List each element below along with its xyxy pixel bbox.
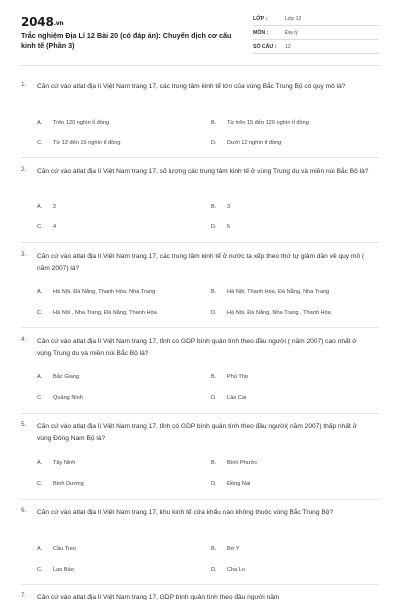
option-b[interactable]: B. Phú Thọ <box>211 374 249 380</box>
question-text: Căn cứ vào atlat địa lí Việt Nam trang 17, số lượng các trung tâm kinh tế ở vùng Trung du và miền núi Bắc Bộ là? <box>37 168 369 175</box>
meta-grade-value: Lớp 12 <box>285 16 302 22</box>
page-header <box>0 0 400 62</box>
option-b[interactable]: B. 3 <box>211 204 231 210</box>
question-number: 4. <box>21 336 27 343</box>
option-c[interactable]: C. 4 <box>37 224 57 230</box>
question-1 <box>21 81 379 161</box>
meta-count-label: SỐ CÂU : <box>253 44 277 50</box>
meta-grade <box>253 13 379 26</box>
meta-grade-label: LỚP : <box>253 16 268 22</box>
question-divider <box>21 242 379 243</box>
option-a[interactable]: A. Bắc Giang <box>37 374 80 380</box>
option-c[interactable]: C. Quảng Ninh <box>37 395 83 401</box>
meta-question-count <box>253 41 379 54</box>
question-3 <box>21 251 379 331</box>
meta-subject-label: MÔN : <box>253 30 269 36</box>
question-5 <box>21 421 379 501</box>
option-b[interactable]: B. Từ trên 15 đến 120 nghìn tỉ đồng <box>211 120 309 126</box>
option-c[interactable]: C. Lao Bảo <box>37 567 74 573</box>
question-divider <box>21 157 379 158</box>
question-text: Căn cứ vào atlat địa lí Việt Nam trang 17, các trung tâm kinh tế ở nước ta xếp theo thứ tự giảm dần về quy mô ( năm 2007) là? <box>37 253 365 272</box>
question-6 <box>21 507 379 587</box>
logo-main: 2048 <box>21 15 54 29</box>
option-a[interactable]: A. Hà Nội, Đà Nẵng, Thanh Hóa, Nha Trang <box>37 289 156 295</box>
question-divider <box>21 327 379 328</box>
question-number: 3. <box>21 251 27 258</box>
question-2 <box>21 166 379 246</box>
question-text: Căn cứ vào atlat địa lí Việt Nam trang 17, các trung tâm kinh tế lớn của vùng Bắc Trung Bộ có quy mô là? <box>37 83 346 90</box>
header-divider <box>21 65 379 66</box>
option-d[interactable]: D. Cha Lo <box>211 567 246 573</box>
option-b[interactable]: B. Bờ Y <box>211 546 240 552</box>
question-divider <box>21 584 379 585</box>
option-b[interactable]: B. Hà Nội, Thanh Hóa, Đà Nẵng, Nha Trang <box>211 289 330 295</box>
question-number: 1. <box>21 81 27 88</box>
meta-subject-value: Địa lý <box>285 30 298 36</box>
option-c[interactable]: C. Từ 12 đến 15 nghìn tỉ đồng <box>37 140 121 146</box>
question-divider <box>21 413 379 414</box>
question-text: Căn cứ vào atlat địa lí Việt Nam trang 17, tỉnh có GDP bình quân tính theo đầu người ( năm 2007) cao nhất ở vùng Trung du và miền núi Bắc Bộ là? <box>37 338 357 357</box>
option-a[interactable]: A. 2 <box>37 204 57 210</box>
option-c[interactable]: C. Hà Nội , Nha Trang, Đà Nẵng, Thanh Hóa <box>37 310 157 316</box>
option-d[interactable]: D. Dưới 12 nghìn tỉ đồng <box>211 140 282 146</box>
question-text: Căn cứ vào atlat địa lí Việt Nam trang 17, khu kinh tế cửa khẩu nào không thuộc vùng Bắc Trung Bộ? <box>37 509 334 516</box>
question-text: Căn cứ vào atlat địa lí Việt Nam trang 17, tỉnh có GDP bình quân tính theo đầu người( năm 2007) thấp nhất ở vùng Đông Nam Bộ là? <box>37 423 358 442</box>
option-d[interactable]: D. Hà Nội, Đà Nẵng, Nha Trang , Thanh Hóa <box>211 310 331 316</box>
question-number: 5. <box>21 421 27 428</box>
option-a[interactable]: A. Tây Ninh <box>37 460 76 466</box>
meta-subject <box>253 27 379 40</box>
option-d[interactable]: D. 5 <box>211 224 231 230</box>
option-a[interactable]: A. Cầu Treo <box>37 546 77 552</box>
option-b[interactable]: B. Bình Phước <box>211 460 258 466</box>
option-c[interactable]: C. Bình Dương <box>37 481 84 487</box>
logo-tld: .vn <box>53 20 64 27</box>
question-number: 7. <box>21 592 27 599</box>
site-logo[interactable] <box>21 15 63 29</box>
option-d[interactable]: D. Lào Cai <box>211 395 247 401</box>
question-4 <box>21 336 379 416</box>
question-7 <box>21 592 379 600</box>
option-a[interactable]: A. Trên 120 nghìn tỉ đồng <box>37 120 110 126</box>
question-text: Căn cứ vào atlat địa lí Việt Nam trang 17, GDP bình quân tính theo đầu người năm <box>37 594 280 600</box>
question-number: 2. <box>21 166 27 173</box>
meta-count-value: 12 <box>285 44 291 50</box>
question-divider <box>21 499 379 500</box>
option-d[interactable]: D. Đồng Nai <box>211 481 251 487</box>
question-number: 6. <box>21 507 27 514</box>
document-title: Trắc nghiệm Địa Lí 12 Bài 20 (có đáp án): Chuyển dịch cơ cấu kinh tế (Phần 3) <box>21 31 232 50</box>
